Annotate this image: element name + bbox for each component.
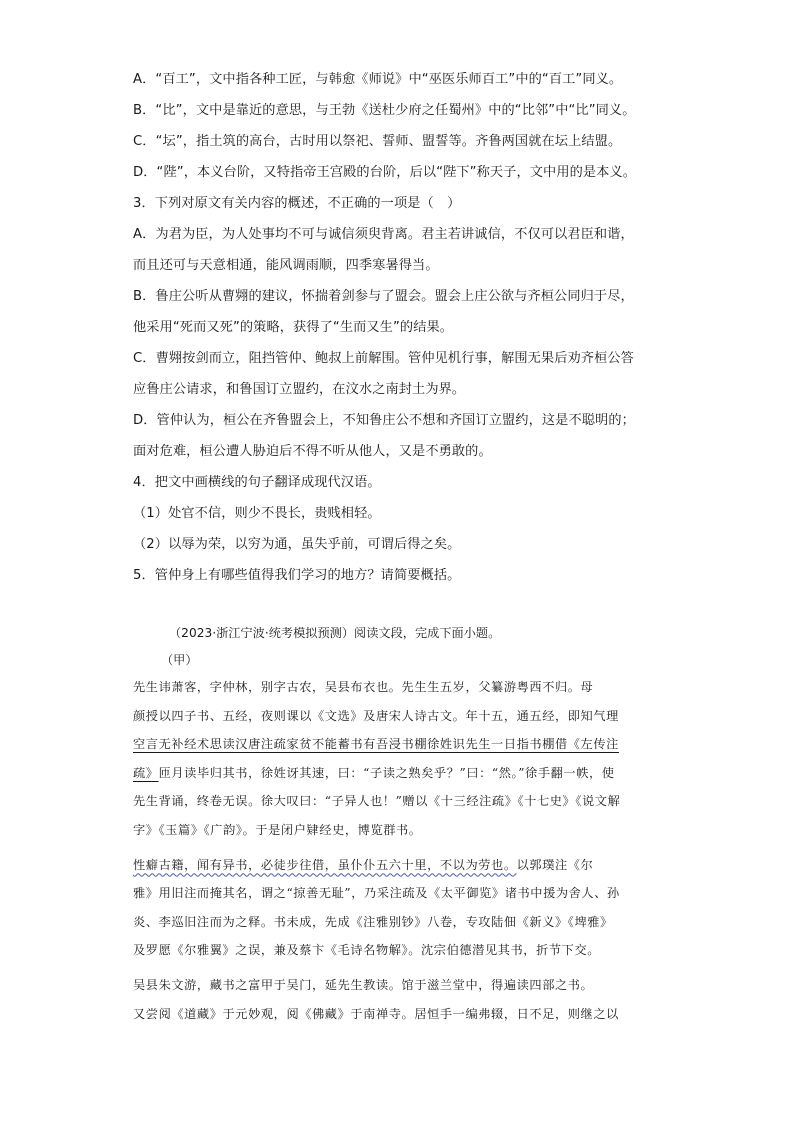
reading-intro: （2023·浙江宁波·统考模拟预测）阅读文段，完成下面小题。	[169, 626, 501, 640]
p2-line3: 炎、李巡旧注而为之释。书未成，先成《注雅别钞》八卷，专攻陆佃《新义》《埤雅》	[133, 914, 613, 929]
p2-line2: 雅》用旧注而掩其名，谓之“掠善无耻”，乃采注疏及《太平御览》诸书中援为舍人、孙	[133, 886, 620, 901]
p1-line1: 先生讳萧客，字仲林，别字古农，吴县布衣也。先生生五岁，父纂游粤西不归。母	[133, 680, 594, 694]
option-d-q3-line2: 面对危难，桓公遭人胁迫后不得不听从他人，又是不勇敢的。	[133, 444, 492, 459]
p1-line4	[133, 759, 673, 788]
p2-line1	[133, 851, 673, 880]
p1-line2: 颜授以四子书、五经，夜则课以《文选》及唐宋人诗古文。年十五，通五经，即知气理	[133, 708, 619, 723]
option-d-q2: D．“陛”，本义台阶，又特指帝王宫殿的台阶，后以“陛下”称天子，文中用的是本义。	[133, 165, 637, 180]
option-a-q3-line2: 而且还可与天意相通，能风调雨顺，四季寒暑得当。	[133, 258, 439, 273]
option-a-q2: A．“百工”，文中指各种工匠，与韩愈《师说》中“巫医乐师百工”中的“百工”同义。	[133, 72, 623, 87]
passage-text	[133, 673, 673, 1028]
option-c-q2: C．“坛”，指土筑的高台，古时用以祭祀、誓师、盟誓等。齐鲁两国就在坛上结盟。	[133, 134, 622, 149]
p2-line1-rest: 以郭璞注《尔	[516, 857, 594, 872]
question-4-item-1: （1）处官不信，则少不畏长，贵贱相轻。	[133, 506, 381, 521]
p3-line1: 吴县朱文游，藏书之富甲于吴门，延先生教读。馆于滋兰堂中，得遍读四部之书。	[133, 977, 594, 992]
underlined-sentence-end: 疏》	[133, 765, 159, 780]
wavy-underlined-sentence: 性癖古籍，闻有异书，必徒步往借，虽仆仆五六十里，不以为劳也。	[133, 857, 517, 872]
p1-line5: 先生背诵，终卷无误。徐大叹曰：“子异人也！”赠以《十三经注疏》《十七史》《说文解	[133, 794, 621, 809]
option-a-q3-line1: A．为君为臣，为人处事均不可与诚信须臾背离。君主若讲诚信，不仅可以君臣和谐，	[133, 227, 634, 242]
question-4-item-2: （2）以辱为荣，以穷为通，虽失乎前，可谓后得之矣。	[133, 537, 461, 552]
question-3-stem: 3．下列对原文有关内容的概述，不正确的一项是（ ）	[133, 196, 461, 211]
question-section	[133, 64, 673, 1028]
p1-line6: 字》《玉篇》《广韵》。于是闭户肄经史，博览群书。	[133, 822, 422, 837]
option-d-q3-line1: D．管仲认为，桓公在齐鲁盟会上，不知鲁庄公不想和齐国订立盟约，这是不聪明的；	[133, 413, 635, 428]
p1-line3	[133, 730, 673, 759]
option-c-q3-line1: C．曹翙按剑而立，阻挡管仲、鲍叔上前解围。管仲见机行事，解围无果后劝齐桓公答	[133, 351, 634, 366]
p3-line2: 又尝阅《道藏》于元妙观，阅《佛藏》于南禅寺。居恒手一编弗辍，日不足，则继之以	[133, 1006, 619, 1021]
question-4-stem: 4．把文中画横线的句子翻译成现代汉语。	[133, 475, 381, 490]
option-b-q2: B．“比”，文中是靠近的意思，与王勃《送杜少府之任蜀州》中的“比邻”中“比”同义。	[133, 103, 636, 118]
option-b-q3-line1: B．鲁庄公听从曹翙的建议，怀揣着剑参与了盟会。盟会上庄公欲与齐桓公同归于尽，	[133, 289, 634, 304]
p2-line4: 及罗愿《尔雅翼》之误，兼及蔡卞《毛诗名物解》。沈宗伯德潜见其书，折节下交。	[133, 943, 601, 958]
p1-line4-rest: 匝月读毕归其书，徐姓讶其速，曰：“子读之熟矣乎？”曰：“然。”徐手翻一帙，使	[158, 765, 615, 780]
option-b-q3-line2: 他采用“死而又死”的策略，获得了“生而又生”的结果。	[133, 320, 454, 335]
passage-label: （甲）	[161, 653, 198, 667]
section-spacer	[133, 591, 673, 620]
option-c-q3-line2: 应鲁庄公请求，和鲁国订立盟约，在汶水之南封土为界。	[133, 382, 466, 397]
question-5-stem: 5．管仲身上有哪些值得我们学习的地方？请简要概括。	[133, 568, 461, 583]
underlined-sentence: 空言无补经术思读汉唐注疏家贫不能蓄书有吾浸书棚徐姓识先生一日指书棚借《左传注	[133, 737, 619, 752]
